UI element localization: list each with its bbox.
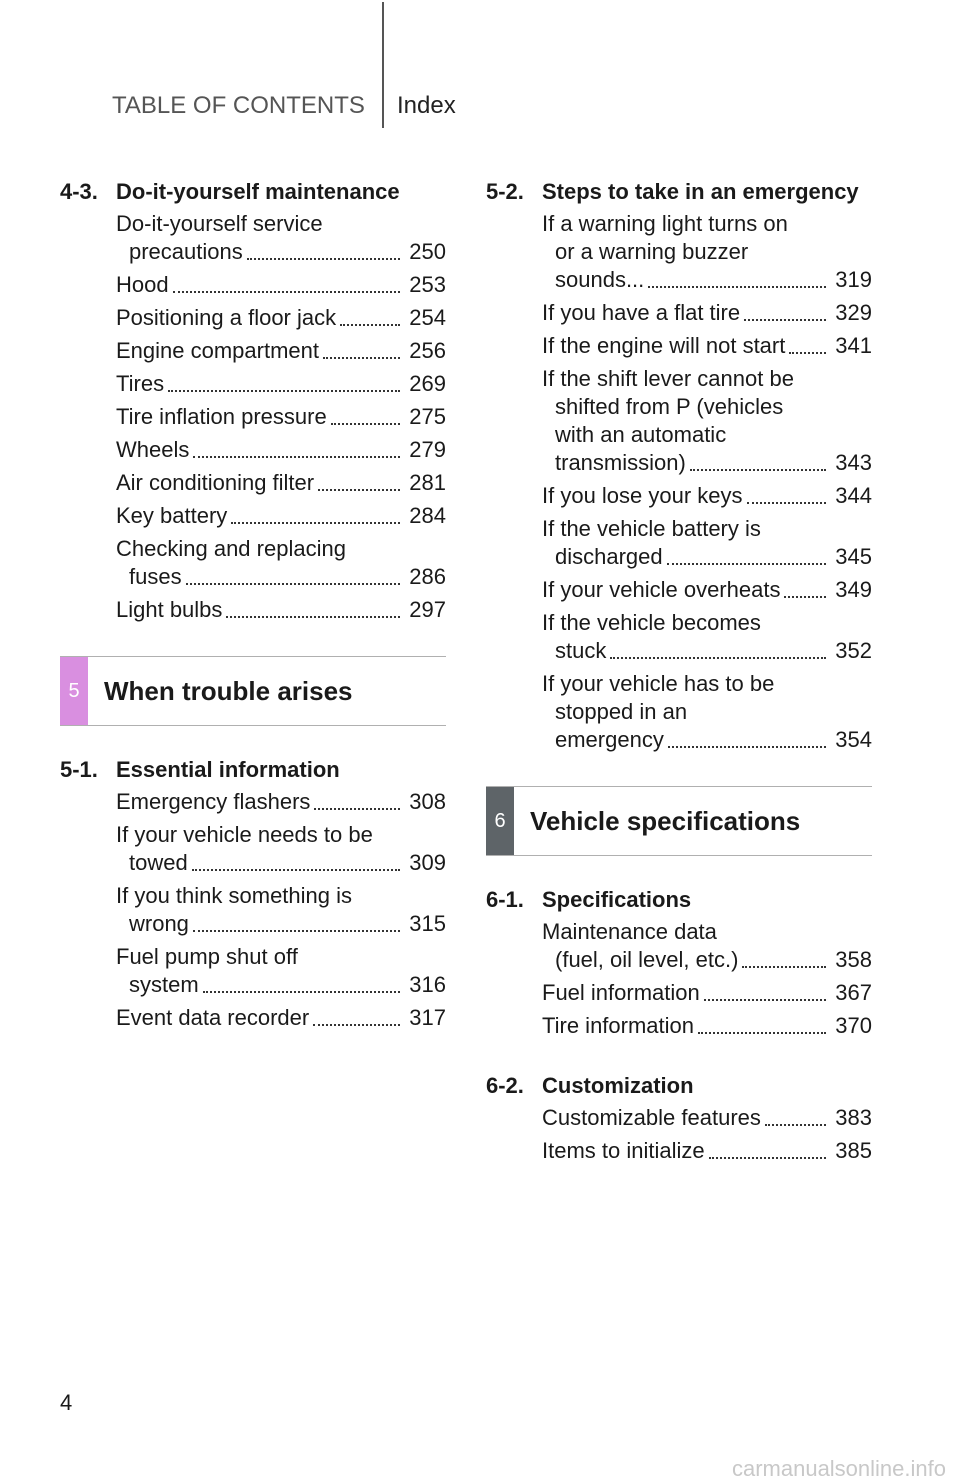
toc-entry-line: If your vehicle has to be [542, 671, 775, 696]
toc-entry-page: 286 [409, 564, 446, 589]
dot-leader [203, 991, 400, 993]
toc-entry-title [542, 365, 828, 477]
dot-leader [648, 286, 826, 288]
toc-entry-page: 309 [409, 850, 446, 875]
toc-entry[interactable] [542, 918, 872, 974]
section-number: 5-2. [486, 179, 524, 204]
toc-entry-title [116, 469, 402, 497]
toc-entry-last-line [116, 370, 402, 398]
toc-entry-line: towed [129, 850, 188, 875]
toc-entry-list [60, 788, 446, 1032]
toc-entry[interactable] [542, 576, 872, 604]
toc-entry-last-line [542, 1104, 828, 1132]
chapter-5-banner[interactable] [60, 656, 446, 726]
dot-leader [193, 930, 400, 932]
section-4-3 [60, 176, 446, 624]
toc-entry-last-line [116, 469, 402, 497]
right-column [486, 176, 872, 1170]
toc-entry-line: stuck [555, 638, 607, 663]
toc-entry-last-line [542, 449, 828, 477]
toc-entry-last-line [542, 543, 828, 571]
toc-entry-page: 367 [835, 980, 872, 1005]
toc-entry-last-line [116, 502, 402, 530]
watermark: carmanualsonline.info [731, 1456, 946, 1481]
toc-entry-last-line [116, 563, 402, 591]
toc-entry-page: 281 [409, 470, 446, 495]
toc-entry-page: 308 [409, 789, 446, 814]
toc-entry-line: shifted from P (vehicles [555, 394, 784, 419]
index-link[interactable]: Index [397, 92, 456, 119]
toc-entry-line: If the shift lever cannot be [542, 366, 794, 391]
toc-entry-title [116, 403, 402, 431]
toc-entry-title [542, 1012, 828, 1040]
toc-entry-page: 385 [835, 1138, 872, 1163]
toc-entry-last-line [542, 979, 828, 1007]
section-6-1 [486, 884, 872, 1040]
toc-entry-title [116, 821, 402, 877]
toc-entry-last-line [116, 271, 402, 299]
section-5-1 [60, 754, 446, 1032]
toc-entry-title [116, 788, 402, 816]
toc-entry[interactable] [116, 469, 446, 497]
toc-entry[interactable] [116, 882, 446, 938]
toc-entry-page: 352 [835, 638, 872, 663]
toc-entry-line: If a warning light turns on [542, 211, 788, 236]
toc-entry-line: If you have a flat tire [542, 300, 741, 325]
toc-entry-title [542, 918, 828, 974]
toc-entry-line: Emergency flashers [116, 789, 311, 814]
toc-entry-title [542, 299, 828, 327]
toc-entry-title [542, 1137, 828, 1165]
toc-entry-line: Do-it-yourself service [116, 211, 323, 236]
toc-entry-line: discharged [555, 544, 663, 569]
dot-leader [747, 502, 826, 504]
toc-entry-title [116, 370, 402, 398]
section-heading [486, 1070, 872, 1102]
toc-entry-line: Event data recorder [116, 1005, 310, 1030]
toc-entry-line: Checking and replacing [116, 536, 346, 561]
toc-entry-title [116, 436, 402, 464]
toc-entry-page: 370 [835, 1013, 872, 1038]
toc-entry[interactable] [542, 365, 872, 477]
dot-leader [247, 258, 400, 260]
toc-entry-list [486, 1104, 872, 1165]
toc-entry[interactable] [116, 337, 446, 365]
toc-entry-title [542, 979, 828, 1007]
toc-entry-page: 256 [409, 338, 446, 363]
section-title: Customization [542, 1073, 694, 1098]
toc-entry-title [116, 596, 402, 624]
toc-entry-title [542, 670, 828, 754]
toc-entry[interactable] [116, 403, 446, 431]
toc-entry-title [116, 1004, 402, 1032]
toc-entry-line: system [129, 972, 199, 997]
toc-entry[interactable] [116, 370, 446, 398]
toc-entry-line: wrong [129, 911, 189, 936]
toc-entry-page: 279 [409, 437, 446, 462]
dot-leader [667, 563, 826, 565]
toc-entry[interactable] [116, 210, 446, 266]
nav-divider [382, 2, 384, 128]
toc-entry-line: If your vehicle needs to be [116, 822, 373, 847]
section-title: Specifications [542, 887, 692, 912]
toc-entry-line: If the vehicle becomes [542, 610, 761, 635]
chapter-tab [486, 787, 514, 855]
toc-entry-title [116, 502, 402, 530]
toc-entry-page: 316 [409, 972, 446, 997]
dot-leader [323, 357, 400, 359]
toc-entry-page: 345 [835, 544, 872, 569]
toc-entry-line: Light bulbs [116, 597, 223, 622]
toc-entry-list [486, 210, 872, 754]
toc-entry-line: Hood [116, 272, 169, 297]
toc-entry[interactable] [116, 535, 446, 591]
toc-entry-line: stopped in an [555, 699, 688, 724]
section-heading [60, 754, 446, 786]
toc-entry-line: with an automatic [555, 422, 727, 447]
toc-entry-last-line [542, 1137, 828, 1165]
dot-leader [313, 1024, 400, 1026]
toc-entry-page: 349 [835, 577, 872, 602]
toc-entry-line: emergency [555, 727, 664, 752]
dot-leader [226, 616, 400, 618]
toc-entry-title [542, 515, 828, 571]
toc-entry[interactable] [116, 271, 446, 299]
toc-entry[interactable] [542, 515, 872, 571]
toc-entry[interactable] [116, 821, 446, 877]
toc-entry-line: If you think something is [116, 883, 353, 908]
toc-entry-title [116, 882, 402, 938]
toc-entry-line: (fuel, oil level, etc.) [555, 947, 739, 972]
toc-entry-line: Engine compartment [116, 338, 319, 363]
dot-leader [690, 469, 826, 471]
toc-entry-title [542, 210, 828, 294]
dot-leader [173, 291, 400, 293]
toc-entry-last-line [542, 266, 828, 294]
section-number: 6-2. [486, 1073, 524, 1098]
toc-entry-last-line [116, 971, 402, 999]
toc-entry[interactable] [542, 210, 872, 294]
toc-entry[interactable] [116, 436, 446, 464]
toc-entry-title [116, 271, 402, 299]
toc-entry[interactable] [116, 788, 446, 816]
toc-entry-title [116, 304, 402, 332]
section-title: Essential information [116, 757, 340, 782]
toc-entry-last-line [116, 788, 402, 816]
toc-entry-last-line [542, 1012, 828, 1040]
toc-entry[interactable] [116, 502, 446, 530]
chapter-number: 6 [494, 809, 506, 832]
toc-entry-page: 297 [409, 597, 446, 622]
toc-entry-last-line [116, 238, 402, 266]
dot-leader [668, 746, 826, 748]
toc-entry-page: 250 [409, 239, 446, 264]
dot-leader [742, 966, 826, 968]
toc-entry-page: 315 [409, 911, 446, 936]
toc-entry-last-line [542, 482, 828, 510]
toc-entry-line: Tire information [542, 1013, 695, 1038]
toc-entry-title [542, 1104, 828, 1132]
toc-entry-line: Key battery [116, 503, 228, 528]
toc-entry-line: Air conditioning filter [116, 470, 315, 495]
toc-entry-line: If you lose your keys [542, 483, 743, 508]
dot-leader [193, 456, 400, 458]
dot-leader [231, 522, 400, 524]
toc-entry-list [60, 210, 446, 624]
toc-entry-last-line [542, 637, 828, 665]
toc-entry-line: If the vehicle battery is [542, 516, 761, 541]
toc-entry-title [542, 576, 828, 604]
section-5-2 [486, 176, 872, 754]
toc-entry[interactable] [542, 299, 872, 327]
toc-entry-line: If the engine will not start [542, 333, 786, 358]
toc-entry[interactable] [542, 1012, 872, 1040]
toc-entry-line: Customizable features [542, 1105, 761, 1130]
dot-leader [314, 808, 400, 810]
toc-entry-last-line [542, 332, 828, 360]
toc-entry-line: Wheels [116, 437, 190, 462]
dot-leader [186, 583, 400, 585]
toc-entry-page: 317 [409, 1005, 446, 1030]
toc-entry-page: 354 [835, 727, 872, 752]
toc-entry-title [542, 482, 828, 510]
chapter-tab [60, 657, 88, 725]
toc-entry-last-line [116, 403, 402, 431]
toc-entry-last-line [116, 1004, 402, 1032]
dot-leader [765, 1124, 826, 1126]
dot-leader [698, 1032, 826, 1034]
dot-leader [610, 657, 826, 659]
toc-entry-line: transmission) [555, 450, 686, 475]
toc-entry[interactable] [116, 943, 446, 999]
top-navigation [0, 0, 960, 130]
toc-entry-last-line [116, 849, 402, 877]
left-column [60, 176, 446, 1037]
section-number: 4-3. [60, 179, 98, 204]
dot-leader [709, 1157, 826, 1159]
toc-entry-last-line [116, 304, 402, 332]
dot-leader [789, 352, 826, 354]
toc-entry-last-line [542, 726, 828, 754]
toc-entry-page: 383 [835, 1105, 872, 1130]
dot-leader [318, 489, 400, 491]
toc-entry[interactable] [116, 304, 446, 332]
toc-entry[interactable] [542, 482, 872, 510]
toc-entry-page: 329 [835, 300, 872, 325]
toc-entry-line: Maintenance data [542, 919, 717, 944]
toc-entry-last-line [116, 337, 402, 365]
dot-leader [168, 390, 400, 392]
toc-entry-line: precautions [129, 239, 243, 264]
toc-entry[interactable] [542, 670, 872, 754]
section-heading [486, 176, 872, 208]
toc-entry-page: 254 [409, 305, 446, 330]
toc-entry-line: Fuel information [542, 980, 700, 1005]
toc-entry-line: or a warning buzzer [555, 239, 749, 264]
toc-entry-last-line [116, 596, 402, 624]
section-6-2 [486, 1070, 872, 1165]
toc-entry-line: Items to initialize [542, 1138, 705, 1163]
toc-entry-line: Positioning a floor jack [116, 305, 337, 330]
toc-entry-page: 358 [835, 947, 872, 972]
toc-entry-last-line [116, 436, 402, 464]
toc-entry-line: fuses [129, 564, 182, 589]
toc-entry-title [116, 535, 402, 591]
page-number: 4 [60, 1390, 73, 1415]
chapter-title: Vehicle specifications [530, 805, 801, 836]
toc-entry-title [542, 332, 828, 360]
toc-entry[interactable] [542, 1137, 872, 1165]
toc-entry-title [116, 337, 402, 365]
section-heading [486, 884, 872, 916]
toc-entry-last-line [542, 576, 828, 604]
toc-entry-page: 275 [409, 404, 446, 429]
dot-leader [192, 869, 400, 871]
dot-leader [340, 324, 400, 326]
toc-entry-line: If your vehicle overheats [542, 577, 781, 602]
table-of-contents-link[interactable]: TABLE OF CONTENTS [112, 92, 365, 119]
toc-entry[interactable] [116, 1004, 446, 1032]
toc-entry-title [116, 943, 402, 999]
chapter-title: When trouble arises [104, 675, 353, 706]
toc-entry[interactable] [542, 979, 872, 1007]
toc-entry-page: 344 [835, 483, 872, 508]
dot-leader [784, 596, 826, 598]
chapter-6-banner[interactable] [486, 786, 872, 856]
section-heading [60, 176, 446, 208]
toc-entry[interactable] [542, 1104, 872, 1132]
toc-entry-last-line [542, 299, 828, 327]
section-number: 5-1. [60, 757, 98, 782]
toc-entry-title [116, 210, 402, 266]
toc-entry-line: sounds... [555, 267, 645, 292]
toc-entry-page: 319 [835, 267, 872, 292]
dot-leader [331, 423, 400, 425]
toc-entry-last-line [116, 910, 402, 938]
toc-entry-page: 269 [409, 371, 446, 396]
toc-entry-page: 343 [835, 450, 872, 475]
toc-entry[interactable] [542, 332, 872, 360]
toc-entry-page: 253 [409, 272, 446, 297]
toc-entry[interactable] [542, 609, 872, 665]
toc-entry-line: Tire inflation pressure [116, 404, 327, 429]
toc-entry-page: 341 [835, 333, 872, 358]
toc-entry-list [486, 918, 872, 1040]
toc-entry-last-line [542, 946, 828, 974]
chapter-number: 5 [68, 679, 80, 702]
toc-entry[interactable] [116, 596, 446, 624]
section-title: Steps to take in an emergency [542, 179, 859, 204]
toc-entry-line: Fuel pump shut off [116, 944, 298, 969]
section-number: 6-1. [486, 887, 524, 912]
toc-entry-line: Tires [116, 371, 165, 396]
dot-leader [704, 999, 826, 1001]
toc-entry-title [542, 609, 828, 665]
section-title: Do-it-yourself maintenance [116, 179, 400, 204]
toc-entry-page: 284 [409, 503, 446, 528]
dot-leader [744, 319, 826, 321]
